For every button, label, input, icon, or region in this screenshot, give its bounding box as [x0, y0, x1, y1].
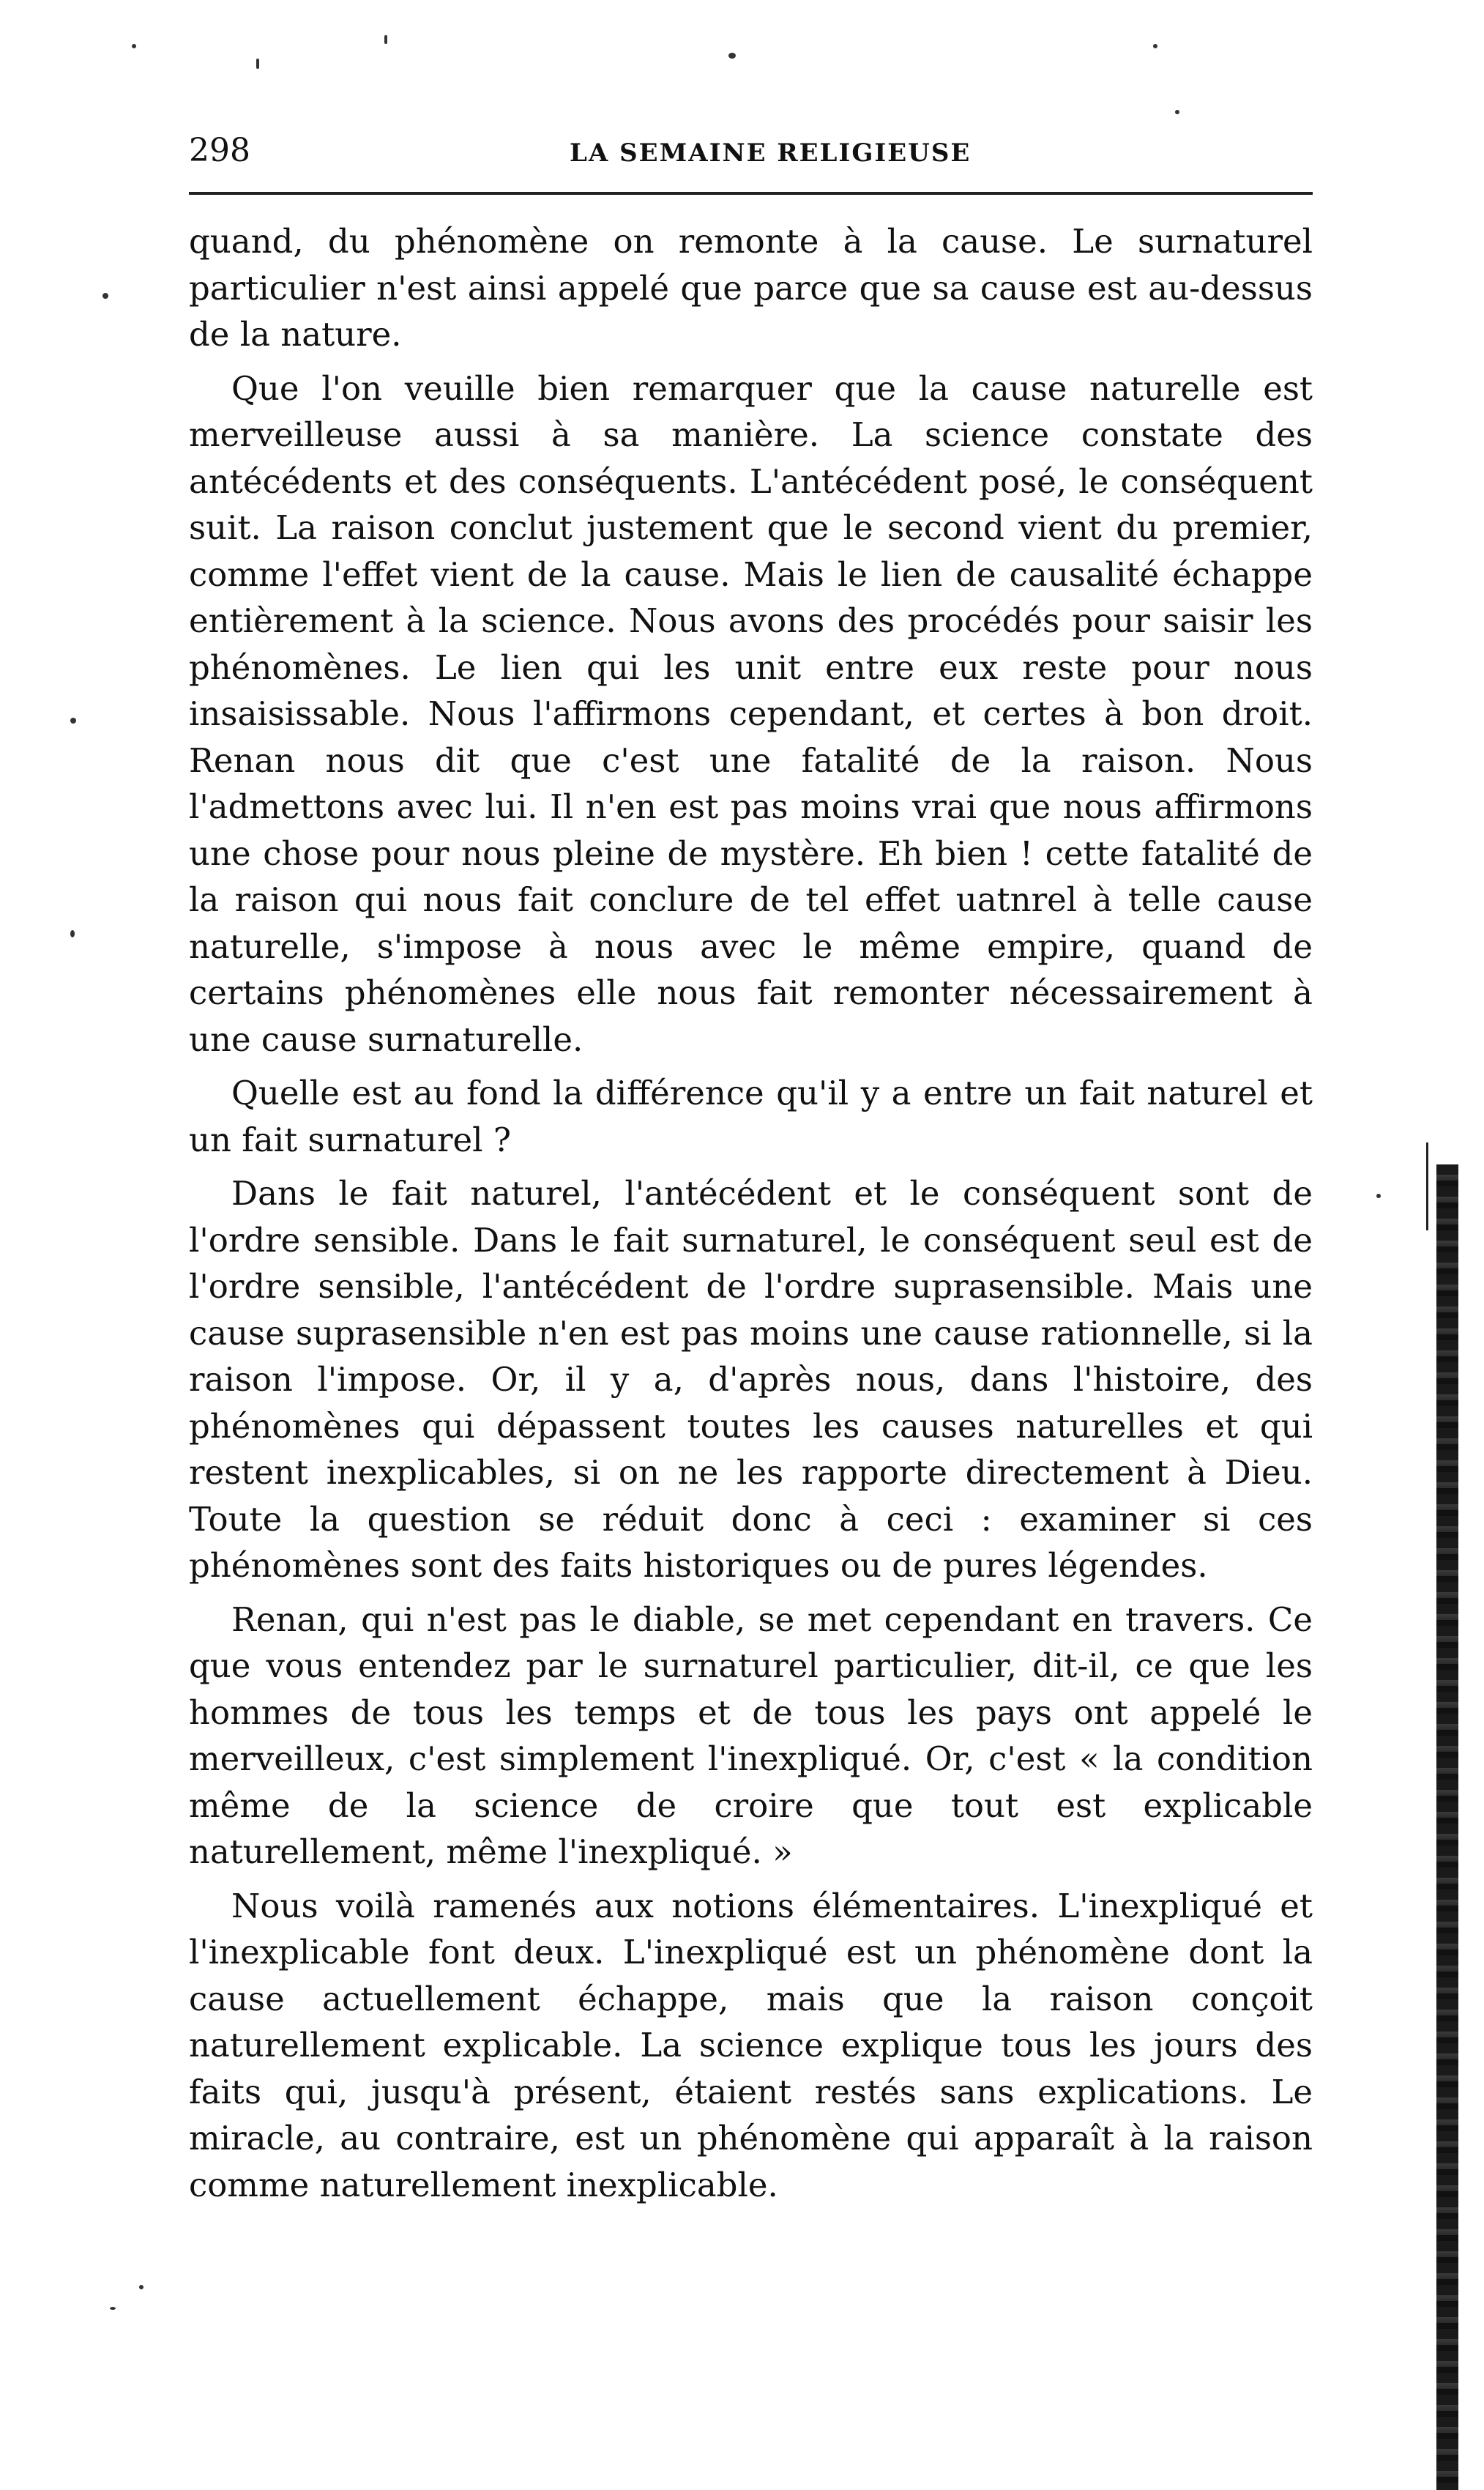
paragraph: Dans le fait naturel, l'antécédent et le conséquent sont de l'ordre sensible. Dans le fait surnaturel, le conséquent seul est de l'ordre sensible, l'antécédent de l'ordre suprasensible. Mais une cause suprasensible n'en est pas moins une cause rationnelle, si la raison l'impose. Or, il y a, d'après nous, dans l'histoire, des phénomènes qui dépassent toutes les causes naturelles et qui restent inexplicables, si on ne les rapporte directement à Dieu. Toute la question se réduit donc à ceci : examiner si ces phénomènes sont des faits historiques ou de pures légendes. — [189, 1174, 1313, 1585]
body-text — [189, 218, 1313, 2215]
scan-speck — [102, 293, 108, 299]
paragraph: Nous voilà ramenés aux notions élémentaires. L'inexpliqué et l'inexplicable font deux. L'inexpliqué est un phénomène dont la cause actuellement échappe, mais que la raison conçoit naturellement explicable. La science explique tous les jours des faits qui, jusqu'à présent, étaient restés sans explications. Le miracle, au contraire, est un phénomène qui apparaît à la raison comme naturellement inexplicable. — [189, 1886, 1313, 2204]
header-rule — [189, 192, 1313, 195]
scan-speck — [70, 718, 76, 724]
page-edge-shadow — [1426, 1142, 1428, 1230]
scan-speck — [1175, 110, 1179, 114]
scan-speck — [1376, 1194, 1381, 1198]
scan-speck — [1153, 44, 1157, 48]
paragraph: Quelle est au fond la différence qu'il y a entre un fait naturel et un fait surnaturel ? — [189, 1074, 1313, 1159]
scan-speck — [70, 930, 75, 937]
paragraph: Que l'on veuille bien remarquer que la cause naturelle est merveilleuse aussi à sa manière. La science constate des antécédents et des conséquents. L'antécédent posé, le conséquent suit. La raison conclut justement que le second vient du premier, comme l'effet vient de la cause. Mais le lien de causalité échappe entièrement à la science. Nous avons des procédés pour saisir les phénomènes. Le lien qui les unit entre eux reste pour nous insaisissable. Nous l'affirmons cependant, et certes à bon droit. Renan nous dit que c'est une fatalité de la raison. Nous l'admettons avec lui. Il n'en est pas moins vrai que nous affirmons une chose pour nous pleine de mystère. Eh bien ! cette fatalité de la raison qui nous fait conclure de tel effet uatnrel à telle cause naturelle, s'impose à nous avec le même empire, quand de certains phénomènes elle nous fait remonter nécessairement à une cause surnaturelle. — [189, 368, 1313, 1059]
scan-speck — [256, 59, 259, 69]
running-title: LA SEMAINE RELIGIEUSE — [570, 138, 972, 168]
scan-speck — [384, 35, 387, 44]
paragraph: quand, du phénomène on remonte à la cause. Le surnaturel particulier n'est ainsi appelé que parce que sa cause est au-dessus de la nature. — [189, 222, 1313, 354]
scan-speck — [110, 2307, 116, 2310]
page-edge-shadow — [1436, 1164, 1458, 2490]
scan-speck — [132, 44, 136, 48]
page-number: 298 — [189, 132, 250, 169]
scan-speck — [139, 2285, 143, 2289]
page-header — [189, 130, 1313, 182]
paragraph: Renan, qui n'est pas le diable, se met cependant en travers. Ce que vous entendez par le surnaturel particulier, dit-il, ce que les hommes de tous les temps et de tous les pays ont appelé le merveilleux, c'est simplement l'inexpliqué. Or, c'est « la condition même de la science de croire que tout est explicable naturellement, même l'inexpliqué. » — [189, 1599, 1313, 1871]
scan-speck — [728, 53, 736, 59]
